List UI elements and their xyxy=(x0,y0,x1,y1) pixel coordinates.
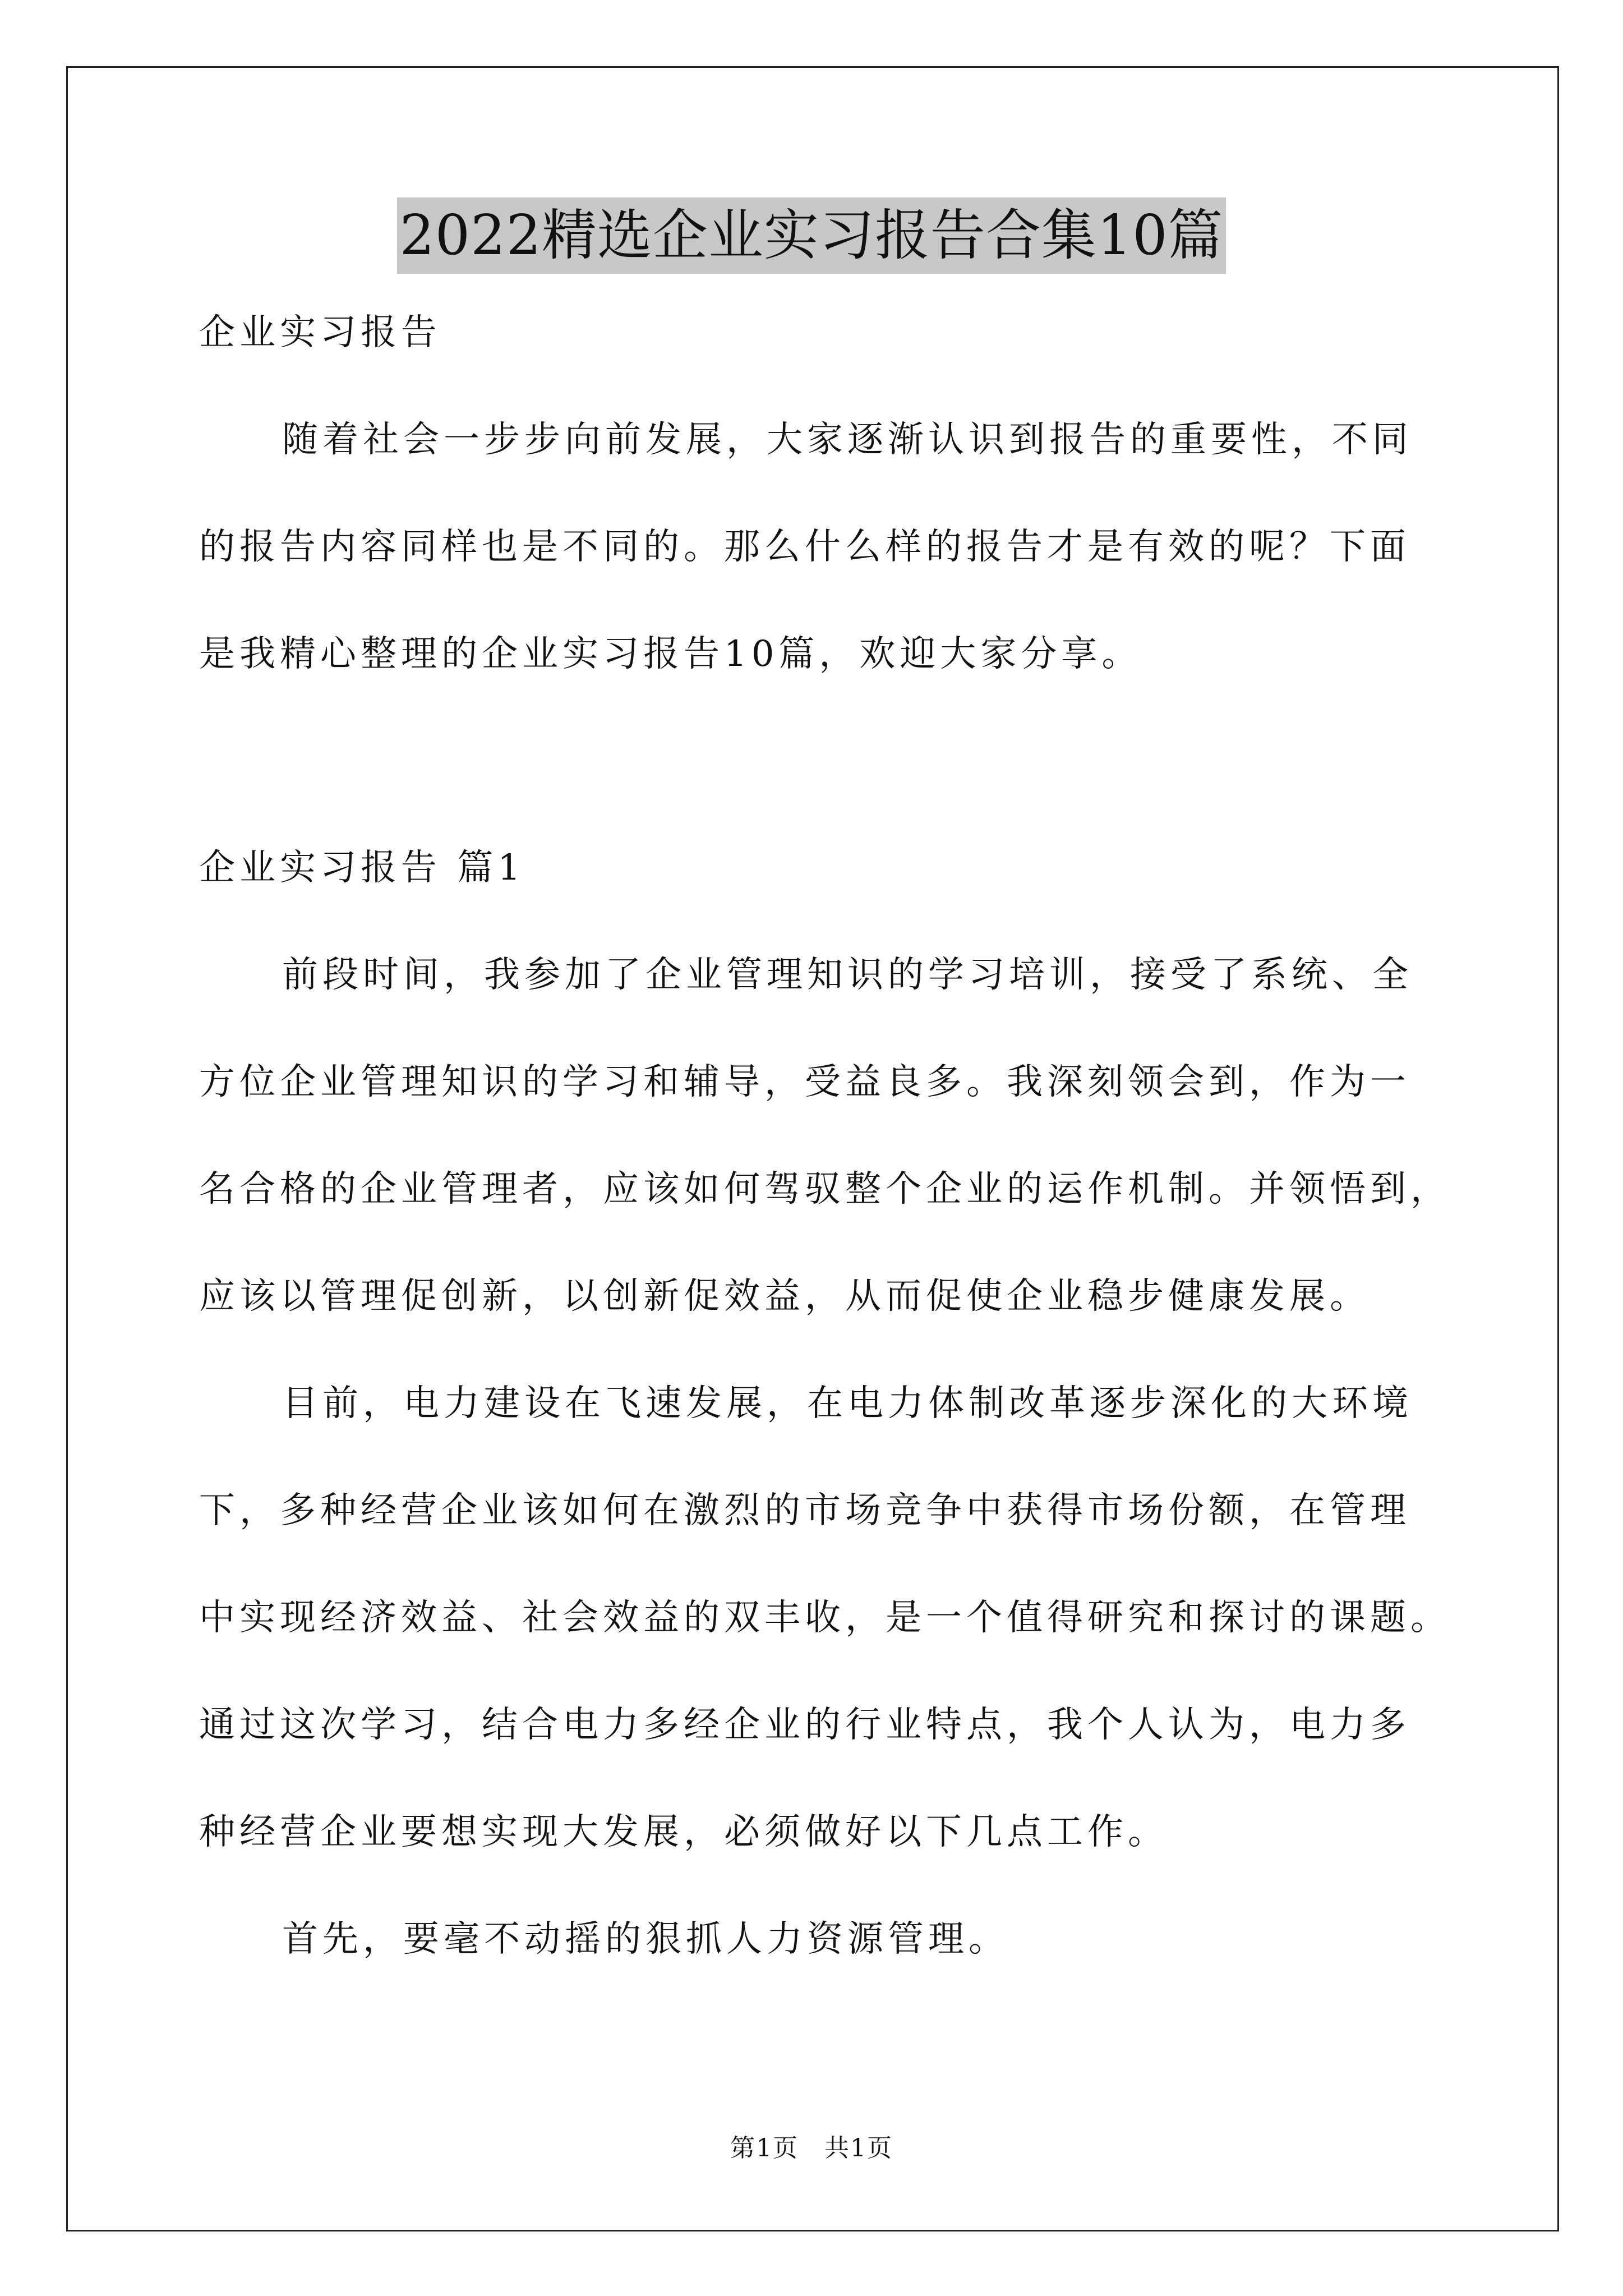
document-body xyxy=(199,306,1489,1966)
paragraph-line: 下，多种经营企业该如何在激烈的市场竞争中获得市场份额，在管理 xyxy=(199,1490,1410,1531)
paragraph-line: 随着社会一步步向前发展，大家逐渐认识到报告的重要性，不同 xyxy=(282,419,1413,461)
section-heading: 企业实习报告 篇1 xyxy=(199,847,525,889)
paragraph-line: 方位企业管理知识的学习和辅导，受益良多。我深刻领会到，作为一 xyxy=(199,1061,1410,1103)
paragraph-line: 是我精心整理的企业实习报告10篇，欢迎大家分享。 xyxy=(199,633,1142,675)
title-container xyxy=(0,197,1623,274)
paragraph-line: 应该以管理促创新，以创新促效益，从而促使企业稳步健康发展。 xyxy=(199,1276,1370,1317)
paragraph-line: 首先，要毫不动摇的狠抓人力资源管理。 xyxy=(282,1918,1009,1960)
paragraph-line: 的报告内容同样也是不同的。那么什么样的报告才是有效的呢？下面 xyxy=(199,526,1410,568)
paragraph-line: 种经营企业要想实现大发展，必须做好以下几点工作。 xyxy=(199,1811,1168,1853)
paragraph-line: 目前，电力建设在飞速发展，在电力体制改革逐步深化的大环境 xyxy=(282,1383,1413,1424)
section-heading: 企业实习报告 xyxy=(199,312,441,353)
paragraph-line: 中实现经济效益、社会效益的双丰收，是一个值得研究和探讨的课题。 xyxy=(199,1597,1451,1639)
paragraph-line: 通过这次学习，结合电力多经企业的行业特点，我个人认为，电力多 xyxy=(199,1704,1410,1746)
document-title: 2022精选企业实习报告合集10篇 xyxy=(397,197,1225,274)
page-footer: 第1页 共1页 xyxy=(730,2134,893,2162)
paragraph-line: 前段时间，我参加了企业管理知识的学习培训，接受了系统、全 xyxy=(282,954,1413,996)
paragraph-line: 名合格的企业管理者，应该如何驾驭整个企业的运作机制。并领悟到， xyxy=(199,1168,1451,1210)
